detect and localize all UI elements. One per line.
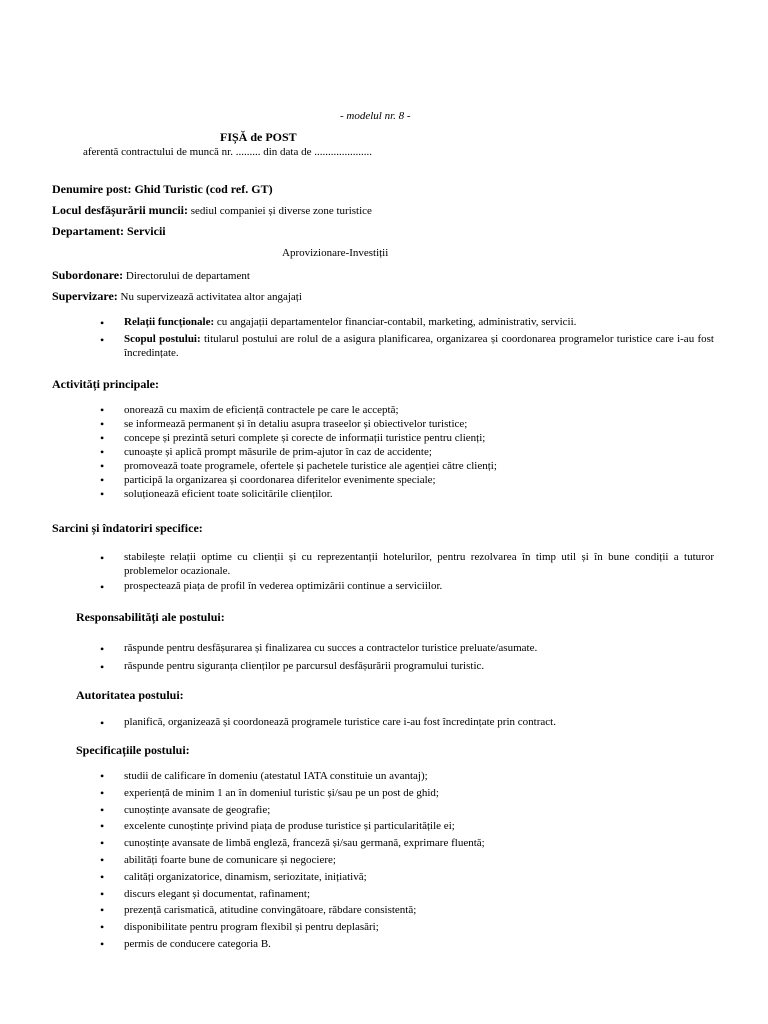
- specificatii-list: [100, 768, 714, 953]
- list-item: • disponibilitate pentru program flexibil și pentru deplasări;: [100, 919, 714, 936]
- list-item: • excelente cunoștințe privind piața de produse turistice și particularitățile ei;: [100, 818, 714, 835]
- list-item: • experiență de minim 1 an în domeniul turistic și/sau pe un post de ghid;: [100, 785, 714, 802]
- section-heading-sarcini: Sarcini și îndatoriri specifice:: [52, 521, 203, 535]
- field-supervizare-label: Supervizare:: [52, 289, 118, 303]
- list-item-label: Scopul postului:: [124, 332, 201, 345]
- list-item-text: cu angajații departamentelor financiar-contabil, marketing, administrativ, servicii.: [216, 316, 577, 328]
- field-departament-line2: Aprovizionare-Investiții: [282, 247, 389, 259]
- list-item: • cunoștințe avansate de geografie;: [100, 802, 714, 819]
- autoritatea-list: [100, 716, 714, 730]
- responsabilitati-list: [100, 642, 714, 674]
- list-item: • permis de conducere categoria B.: [100, 936, 714, 953]
- intro-list: [100, 316, 714, 360]
- list-item: • se informează permanent și în detaliu asupra traseelor și obiectivelor turistice;: [100, 417, 714, 431]
- list-item: • concepe și prezintă seturi complete și corecte de informații turistice pentru clienți;: [100, 431, 714, 445]
- list-item: • discurs elegant și documentat, rafinament;: [100, 886, 714, 903]
- list-item-label: Relații funcționale:: [124, 316, 215, 328]
- activitati-list: [100, 403, 714, 501]
- list-item: • prezență carismatică, atitudine convingătoare, răbdare consistentă;: [100, 902, 714, 919]
- list-item: • cunoștințe avansate de limbă engleză, franceză și/sau germană, exprimare fluentă;: [100, 835, 714, 852]
- field-departament: Departament: Servicii: [52, 224, 166, 238]
- list-item: • onorează cu maxim de eficiență contractele pe care le acceptă;: [100, 403, 714, 417]
- field-supervizare: [52, 289, 302, 305]
- document-title: FIȘĂ de POST: [220, 130, 297, 144]
- sarcini-list: [100, 551, 714, 593]
- document-subtitle: aferentă contractului de muncă nr. ......... din data de .....................: [83, 146, 372, 158]
- section-heading-autoritatea: Autoritatea postului:: [76, 688, 184, 702]
- section-heading-responsabilitati: Responsabilități ale postului:: [76, 610, 225, 624]
- field-subordonare: [52, 268, 250, 284]
- list-item: • studii de calificare în domeniu (atestatul IATA constituie un avantaj);: [100, 768, 714, 785]
- list-item: • promovează toate programele, ofertele și pachetele turistice ale agenției către clienți;: [100, 459, 714, 473]
- field-supervizare-value: Nu supervizează activitatea altor angajați: [120, 291, 302, 303]
- list-item: • stabilește relații optime cu clienții și cu reprezentanții hotelurilor, pentru rezolvarea în timp util și în bune condiții a tuturor problemelor ocazionale.: [100, 551, 714, 579]
- list-item: • soluționează eficient toate solicitările clienților.: [100, 487, 714, 501]
- field-locul-value: sediul companiei și diverse zone turistice: [190, 205, 372, 217]
- field-denumire: Denumire post: Ghid Turistic (cod ref. GT): [52, 182, 273, 196]
- list-item: • abilități foarte bune de comunicare și negociere;: [100, 852, 714, 869]
- field-locul-label: Locul desfășurării muncii:: [52, 203, 189, 217]
- model-number: - modelul nr. 8 -: [340, 110, 411, 122]
- field-subordonare-value: Directorului de departament: [125, 270, 250, 282]
- section-heading-specificatii: Specificațiile postului:: [76, 743, 190, 757]
- list-item: • calități organizatorice, dinamism, seriozitate, inițiativă;: [100, 869, 714, 886]
- list-item: [100, 333, 714, 361]
- list-item: • prospectează piața de profil în vederea optimizării continue a serviciilor.: [100, 580, 714, 594]
- list-item: • răspunde pentru siguranța clienților pe parcursul desfășurării programului turistic.: [100, 660, 714, 674]
- list-item: • răspunde pentru desfășurarea și finalizarea cu succes a contractelor turistice preluate/asumate.: [100, 642, 714, 656]
- section-heading-activitati: Activități principale:: [52, 377, 159, 391]
- field-subordonare-label: Subordonare:: [52, 268, 124, 282]
- list-item: • participă la organizarea și coordonarea diferitelor evenimente speciale;: [100, 473, 714, 487]
- list-item: • cunoaște și aplică prompt măsurile de prim-ajutor în caz de accidente;: [100, 445, 714, 459]
- list-item-text: titularul postului are rolul de a asigura planificarea, organizarea și coordonarea programelor turistice care i-au fost încredințate.: [124, 332, 714, 359]
- list-item: [100, 316, 714, 330]
- field-locul: [52, 203, 372, 219]
- list-item: • planifică, organizează și coordonează programele turistice care i-au fost încredințate prin contract.: [100, 716, 714, 730]
